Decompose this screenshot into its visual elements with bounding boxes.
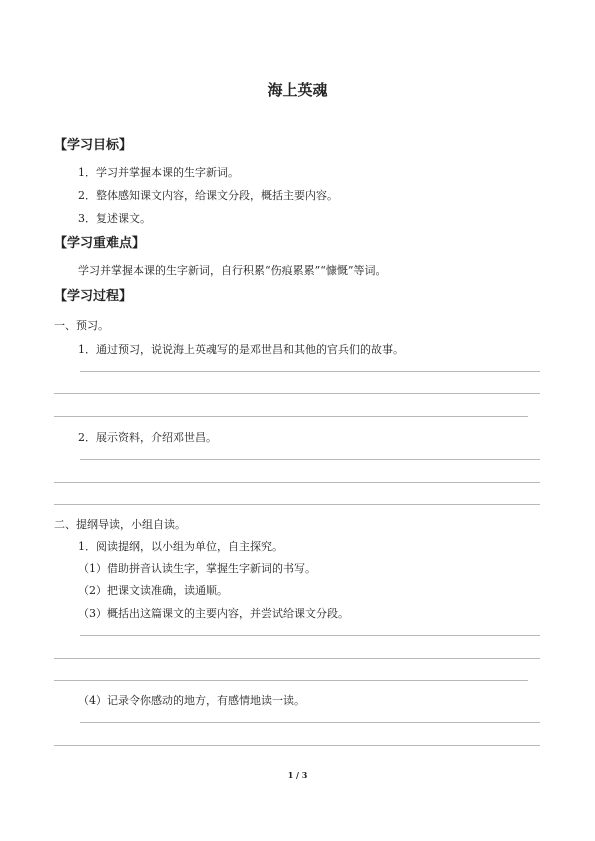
answer-line bbox=[80, 722, 540, 723]
key-points-text: 学习并掌握本课的生字新词，自行积累“伤痕累累”“慷慨”等词。 bbox=[78, 264, 387, 277]
answer-line bbox=[54, 416, 528, 417]
part2-heading: 二、提纲导读，小组自读。 bbox=[54, 518, 186, 531]
objective-item: 3．复述课文。 bbox=[78, 212, 151, 225]
part2-subitem: （2）把课文读准确，读通顺。 bbox=[78, 584, 228, 597]
part1-question-1: 1．通过预习，说说海上英魂写的是邓世昌和其他的官兵们的故事。 bbox=[78, 343, 404, 356]
answer-line bbox=[54, 745, 540, 746]
page-title: 海上英魂 bbox=[267, 81, 328, 99]
objectives-heading: 【学习目标】 bbox=[54, 138, 133, 153]
answer-line bbox=[54, 680, 528, 681]
part1-question-2: 2．展示资料，介绍邓世昌。 bbox=[78, 431, 217, 444]
answer-line bbox=[80, 371, 540, 372]
part1-heading: 一、预习。 bbox=[54, 319, 109, 332]
page-number: 1 / 3 bbox=[287, 770, 308, 780]
answer-line bbox=[54, 658, 540, 659]
answer-line bbox=[54, 482, 540, 483]
objective-item: 1．学习并掌握本课的生字新词。 bbox=[78, 166, 239, 179]
answer-line bbox=[80, 635, 540, 636]
part2-question-1: 1．阅读提纲，以小组为单位，自主探究。 bbox=[78, 540, 283, 553]
process-heading: 【学习过程】 bbox=[54, 289, 133, 304]
key-points-heading: 【学习重难点】 bbox=[54, 236, 146, 251]
part2-subitem: （1）借助拼音认读生字，掌握生字新词的书写。 bbox=[78, 562, 316, 575]
answer-line bbox=[54, 393, 540, 394]
answer-line bbox=[80, 459, 540, 460]
part2-subitem: （3）概括出这篇课文的主要内容，并尝试给课文分段。 bbox=[78, 607, 349, 620]
part2-subitem: （4）记录令你感动的地方，有感情地读一读。 bbox=[78, 694, 305, 707]
objective-item: 2．整体感知课文内容，给课文分段，概括主要内容。 bbox=[78, 189, 338, 202]
answer-line bbox=[54, 504, 540, 505]
